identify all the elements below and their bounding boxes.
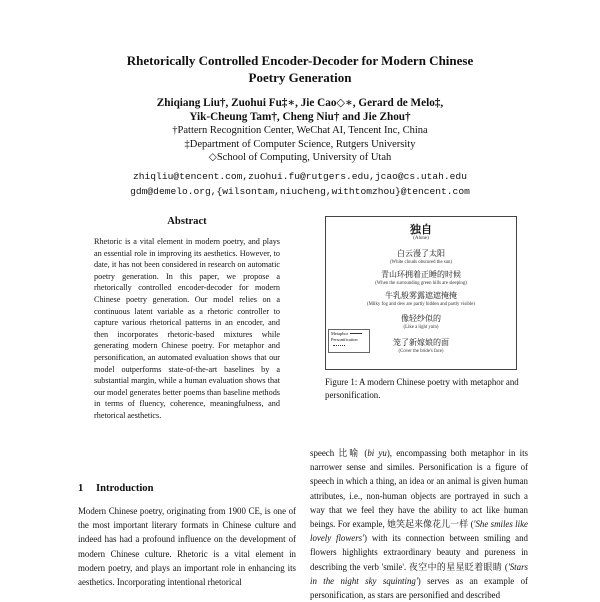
poem-line-en: (Milky fog and dew are partly hidden and partly visible) (366, 302, 476, 307)
poem-line-cn: 白云漫了太阳 (397, 249, 445, 258)
affiliation-1: †Pattern Recognition Center, WeChat AI, Tencent Inc, China (172, 125, 428, 136)
title-line-1: Rhetorically Controlled Encoder-Decoder for Modern Chinese (126, 53, 474, 68)
authors-line-1: Zhiqiang Liu†, Zuohui Fu‡∗, Jie Cao◇∗, Gerard de Melo‡, (156, 97, 444, 109)
right-column-text (310, 446, 528, 602)
example-1: 'She smiles like lovely flowers' (310, 519, 528, 544)
emails-line-1: zhiqliu@tencent.com,zuohui.fu@rutgers.edu,jcao@cs.utah.edu (133, 171, 467, 182)
pinyin-term: bi yu (367, 448, 387, 458)
section-number: 1 (78, 483, 84, 494)
figure-legend (328, 329, 370, 353)
legend-personification (331, 337, 367, 349)
introduction-text: Modern Chinese poetry, originating from 1900 CE, is one of the most important literary formats in Chinese culture and indeed has had a profound influence on the development of modern Chinese culture. Rhetoric is a vital element in modern poetry, and plays an important role in enhancing its aesthetics. Incorporating intentional rhetorical (78, 506, 296, 588)
poem-line-en: (Cover the bride's face) (398, 349, 444, 354)
right-text-part-1: speech 比喻 ( (310, 448, 368, 458)
figure-caption: Figure 1: A modern Chinese poetry with metaphor and personification. (325, 377, 519, 400)
paper-title (0, 52, 600, 86)
poem-line-en: (Like a light yarn) (403, 325, 439, 330)
poem-line-en: (When the surrounding green hills are sleeping) (375, 281, 467, 286)
example-2: 'Stars in the night sky squinting' (310, 561, 528, 586)
poem-subtitle: (Alone) (413, 236, 429, 241)
legend-personification-swatch (333, 345, 345, 346)
abstract-text: Rhetoric is a vital element in modern poetry, and plays an essential role in improving its aesthetics. However, to date, it has not been considered in research on automatic poetry generation. In this paper, we propose a rhetorically controlled encoder-decoder for modern Chinese poetry generation. Our model relies on a continuous latent variable as a rhetoric controller to capture various rhetorical patterns in an encoder, and then incorporates rhetoric-based mixtures while generating modern Chinese poetry. For metaphor and personification, an automated evaluation shows that our model outperforms state-of-the-art baselines by a substantial margin, while a human evaluation shows that our model generates better poems than baseline methods in terms of fluency, coherence, meaningfulness, and rhetorical aesthetics. (94, 237, 280, 420)
email-block (0, 169, 600, 199)
section-title: Introduction (96, 483, 154, 494)
legend-metaphor-label: Metaphor (331, 331, 349, 336)
poem-line-cn: 笼了新嫁娘的面 (393, 338, 449, 347)
abstract-heading: Abstract (167, 216, 207, 227)
affiliation-2: ‡Department of Computer Science, Rutgers University (184, 138, 416, 150)
legend-personification-label: Personification (331, 337, 358, 342)
legend-metaphor-swatch (350, 333, 362, 334)
author-block (0, 96, 600, 165)
poem-line-en: (White clouds obscured the sun) (389, 260, 453, 265)
affiliation-3: ◇School of Computing, University of Utah (208, 152, 392, 163)
right-text-part-3: ) with its connection between smiling and flowers highlights extraordinary beauty and pureness in describing the verb 'smile'. 夜空中的星星眨着眼睛 ( (310, 533, 528, 572)
authors-line-2: Yik-Cheung Tam†, Cheng Niu† and Jie Zhou† (189, 111, 411, 123)
section-heading-introduction (78, 483, 154, 494)
poem-line-cn: 像轻纱似的 (401, 314, 441, 323)
poem-line-cn: 牛乳般雾露遮遮掩掩 (385, 291, 457, 300)
right-text-part-4: ) serves as an example of personification, as stars are personified and described (310, 575, 528, 601)
poem-line-cn: 青山环拥着正睡的时候 (381, 270, 461, 279)
title-line-2: Poetry Generation (248, 70, 352, 85)
emails-line-2: gdm@demelo.org,{wilsontam,niucheng,withtomzhou}@tencent.com (130, 186, 470, 197)
poem-title: 独自 (410, 223, 432, 236)
figure-poem-box (325, 216, 517, 370)
right-text-part-2: ), encompassing both metaphor in its narrower sense and similes. Personification is a figure of speech in which a thing, an idea or an animal is given human attributes, i.e., non-human objects are portrayed in such a way that we feel they have the ability to act like human beings. For example, 她笑起来像花儿一样 ( (310, 448, 529, 530)
